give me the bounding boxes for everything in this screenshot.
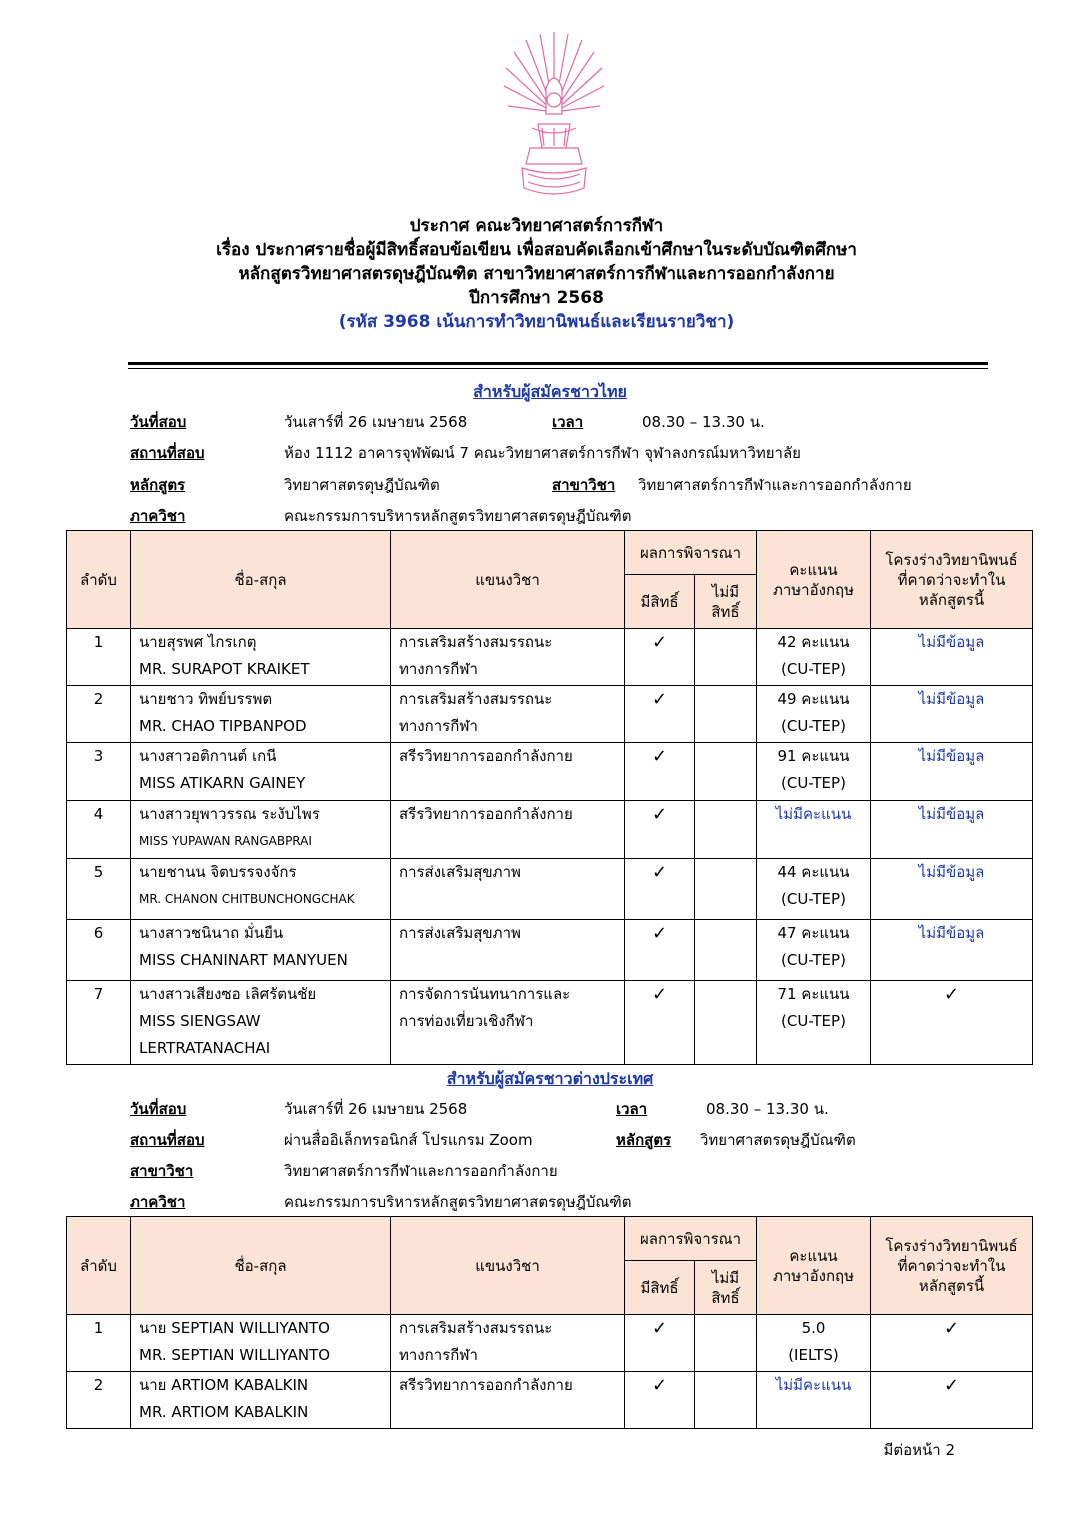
col-header-eligible: มีสิทธิ์ <box>625 575 695 629</box>
row-score: 44 คะแนน (CU-TEP) <box>757 859 871 920</box>
row-major: การจัดการนันทนาการและ การท่องเที่ยวเชิงกีฬา <box>391 981 625 1065</box>
row-proposal: ไม่มีข้อมูล <box>871 920 1033 981</box>
row-eligible-check: ✓ <box>625 686 695 743</box>
row-no: 1 <box>67 629 131 686</box>
thai-major-value: วิทยาศาสตร์การกีฬาและการออกกำลังกาย <box>638 476 912 494</box>
col-header-proposal: โครงร่างวิทยานิพนธ์ ที่คาดว่าจะทำใน หลักสูตรนี้ <box>871 531 1033 629</box>
row-name: นางสาวชนินาถ มั่นยืน MISS CHANINART MANYUEN <box>131 920 391 981</box>
row-not-eligible <box>695 629 757 686</box>
thai-department-value: คณะกรรมการบริหารหลักสูตรวิทยาศาสตรดุษฎีบัณฑิต <box>284 507 632 525</box>
row-no: 1 <box>67 1315 131 1372</box>
row-not-eligible <box>695 981 757 1065</box>
continued-note: มีต่อหน้า 2 <box>883 1441 955 1459</box>
table-row <box>67 1372 1033 1429</box>
col-header-major: แขนงวิชา <box>391 1217 625 1315</box>
row-score: 71 คะแนน (CU-TEP) <box>757 981 871 1065</box>
row-eligible-check: ✓ <box>625 629 695 686</box>
thai-venue-value: ห้อง 1112 อาคารจุฬพัฒน์ 7 คณะวิทยาศาสตร์การกีฬา จุฬาลงกรณ์มหาวิทยาลัย <box>284 444 801 462</box>
header-line-2: เรื่อง ประกาศรายชื่อผู้มีสิทธิ์สอบข้อเขียน เพื่อสอบคัดเลือกเข้าศึกษาในระดับบัณฑิตศึกษา <box>216 240 857 260</box>
row-major: การเสริมสร้างสมรรถนะ ทางการกีฬา <box>391 686 625 743</box>
header-divider <box>128 362 988 365</box>
table-row <box>67 1315 1033 1372</box>
row-score: ไม่มีคะแนน <box>757 801 871 859</box>
row-not-eligible <box>695 801 757 859</box>
col-header-score: คะแนน ภาษาอังกฤษ <box>757 531 871 629</box>
row-score: 91 คะแนน (CU-TEP) <box>757 743 871 801</box>
row-eligible-check: ✓ <box>625 859 695 920</box>
thai-major-label: สาขาวิชา <box>552 476 616 494</box>
row-name: นายชาว ทิพย์บรรพต MR. CHAO TIPBANPOD <box>131 686 391 743</box>
row-major: การส่งเสริมสุขภาพ <box>391 920 625 981</box>
row-eligible-check: ✓ <box>625 981 695 1065</box>
row-name: นางสาวเสียงซอ เลิศรัตนชัย MISS SIENGSAW LERTRATANACHAI <box>131 981 391 1065</box>
row-not-eligible <box>695 1372 757 1429</box>
foreign-date-value: วันเสาร์ที่ 26 เมษายน 2568 <box>284 1100 468 1118</box>
header-line-4: ปีการศึกษา 2568 <box>469 288 604 308</box>
row-name: นายชานน จิตบรรจงจักร MR. CHANON CHITBUNCHONGCHAK <box>131 859 391 920</box>
foreign-date-label: วันที่สอบ <box>130 1100 187 1118</box>
col-header-major: แขนงวิชา <box>391 531 625 629</box>
col-header-name: ชื่อ-สกุล <box>131 531 391 629</box>
col-header-eligible: มีสิทธิ์ <box>625 1261 695 1315</box>
col-header-score: คะแนน ภาษาอังกฤษ <box>757 1217 871 1315</box>
row-eligible-check: ✓ <box>625 1315 695 1372</box>
table-row <box>67 629 1033 686</box>
row-proposal: ไม่มีข้อมูล <box>871 686 1033 743</box>
row-not-eligible <box>695 920 757 981</box>
foreign-venue-label: สถานที่สอบ <box>130 1131 205 1149</box>
row-proposal: ไม่มีข้อมูล <box>871 801 1033 859</box>
col-header-result: ผลการพิจารณา <box>625 1217 757 1261</box>
thai-program-label: หลักสูตร <box>130 476 186 494</box>
row-score: 49 คะแนน (CU-TEP) <box>757 686 871 743</box>
row-major: สรีรวิทยาการออกกำลังกาย <box>391 743 625 801</box>
announcement-header <box>0 214 1073 334</box>
row-no: 2 <box>67 1372 131 1429</box>
thai-program-value: วิทยาศาสตรดุษฎีบัณฑิต <box>284 476 440 494</box>
foreign-major-label: สาขาวิชา <box>130 1162 194 1180</box>
row-not-eligible <box>695 859 757 920</box>
col-header-proposal: โครงร่างวิทยานิพนธ์ ที่คาดว่าจะทำใน หลักสูตรนี้ <box>871 1217 1033 1315</box>
table-row <box>67 920 1033 981</box>
thai-date-value: วันเสาร์ที่ 26 เมษายน 2568 <box>284 413 468 431</box>
row-not-eligible <box>695 743 757 801</box>
row-eligible-check: ✓ <box>625 1372 695 1429</box>
col-header-no: ลำดับ <box>67 531 131 629</box>
row-proposal: ✓ <box>871 1372 1033 1429</box>
row-no: 7 <box>67 981 131 1065</box>
row-name: นาย SEPTIAN WILLIYANTO MR. SEPTIAN WILLIYANTO <box>131 1315 391 1372</box>
foreign-candidates-table <box>66 1216 1033 1429</box>
header-line-1: ประกาศ คณะวิทยาศาสตร์การกีฬา <box>409 216 664 236</box>
row-no: 3 <box>67 743 131 801</box>
header-divider-thin <box>128 368 988 369</box>
foreign-venue-value: ผ่านสื่ออิเล็กทรอนิกส์ โปรแกรม Zoom <box>284 1131 533 1149</box>
row-score: 42 คะแนน (CU-TEP) <box>757 629 871 686</box>
table-row <box>67 686 1033 743</box>
thai-time-label: เวลา <box>552 413 584 431</box>
col-header-result: ผลการพิจารณา <box>625 531 757 575</box>
foreign-program-value: วิทยาศาสตรดุษฎีบัณฑิต <box>700 1131 856 1149</box>
foreign-section-title: สำหรับผู้สมัครชาวต่างประเทศ <box>446 1069 654 1088</box>
row-proposal: ไม่มีข้อมูล <box>871 743 1033 801</box>
header-line-5: (รหัส 3968 เน้นการทำวิทยานิพนธ์และเรียนรายวิชา) <box>338 312 735 332</box>
row-name: นาย ARTIOM KABALKIN MR. ARTIOM KABALKIN <box>131 1372 391 1429</box>
foreign-time-label: เวลา <box>616 1100 648 1118</box>
row-major: การเสริมสร้างสมรรถนะ ทางการกีฬา <box>391 1315 625 1372</box>
row-name: นายสุรพศ ไกรเกตุ MR. SURAPOT KRAIKET <box>131 629 391 686</box>
thai-venue-label: สถานที่สอบ <box>130 444 205 462</box>
foreign-department-label: ภาควิชา <box>130 1193 186 1211</box>
row-score: 5.0 (IELTS) <box>757 1315 871 1372</box>
col-header-name: ชื่อ-สกุล <box>131 1217 391 1315</box>
col-header-not-eligible: ไม่มี สิทธิ์ <box>695 575 757 629</box>
university-emblem-icon <box>502 28 606 204</box>
table-row <box>67 743 1033 801</box>
header-line-3: หลักสูตรวิทยาศาสตรดุษฎีบัณฑิต สาขาวิทยาศาสตร์การกีฬาและการออกกำลังกาย <box>238 264 835 284</box>
row-major: สรีรวิทยาการออกกำลังกาย <box>391 801 625 859</box>
thai-date-label: วันที่สอบ <box>130 413 187 431</box>
row-proposal: ✓ <box>871 981 1033 1065</box>
row-no: 5 <box>67 859 131 920</box>
row-no: 4 <box>67 801 131 859</box>
row-no: 6 <box>67 920 131 981</box>
thai-candidates-table <box>66 530 1033 1065</box>
row-eligible-check: ✓ <box>625 920 695 981</box>
row-name: นางสาวยุพาวรรณ ระงับไพร MISS YUPAWAN RANGABPRAI <box>131 801 391 859</box>
thai-department-label: ภาควิชา <box>130 507 186 525</box>
row-not-eligible <box>695 1315 757 1372</box>
row-no: 2 <box>67 686 131 743</box>
row-name: นางสาวอติกานต์ เกนี MISS ATIKARN GAINEY <box>131 743 391 801</box>
row-major: การเสริมสร้างสมรรถนะ ทางการกีฬา <box>391 629 625 686</box>
row-not-eligible <box>695 686 757 743</box>
col-header-not-eligible: ไม่มี สิทธิ์ <box>695 1261 757 1315</box>
foreign-program-label: หลักสูตร <box>616 1131 672 1149</box>
row-score: ไม่มีคะแนน <box>757 1372 871 1429</box>
table-row <box>67 859 1033 920</box>
foreign-department-value: คณะกรรมการบริหารหลักสูตรวิทยาศาสตรดุษฎีบัณฑิต <box>284 1193 632 1211</box>
table-row <box>67 801 1033 859</box>
row-major: การส่งเสริมสุขภาพ <box>391 859 625 920</box>
row-major: สรีรวิทยาการออกกำลังกาย <box>391 1372 625 1429</box>
row-eligible-check: ✓ <box>625 801 695 859</box>
thai-time-value: 08.30 – 13.30 น. <box>642 413 765 431</box>
row-proposal: ไม่มีข้อมูล <box>871 629 1033 686</box>
thai-section-title: สำหรับผู้สมัครชาวไทย <box>473 382 627 401</box>
row-eligible-check: ✓ <box>625 743 695 801</box>
row-score: 47 คะแนน (CU-TEP) <box>757 920 871 981</box>
row-proposal: ไม่มีข้อมูล <box>871 859 1033 920</box>
table-row <box>67 981 1033 1065</box>
col-header-no: ลำดับ <box>67 1217 131 1315</box>
row-proposal: ✓ <box>871 1315 1033 1372</box>
foreign-major-value: วิทยาศาสตร์การกีฬาและการออกกำลังกาย <box>284 1162 558 1180</box>
foreign-time-value: 08.30 – 13.30 น. <box>706 1100 829 1118</box>
